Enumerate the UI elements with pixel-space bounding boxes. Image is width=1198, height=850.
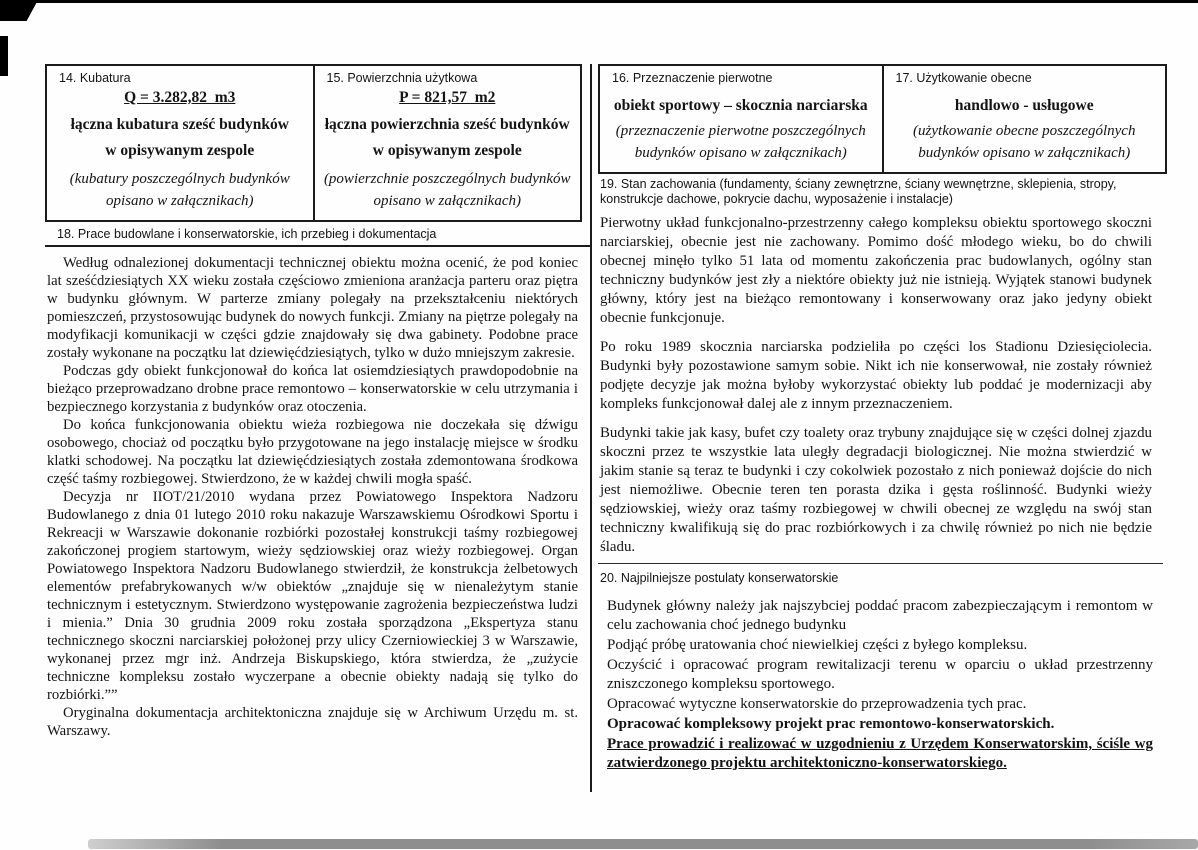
field-17-value: handlowo - usługowe [954,97,1094,114]
field-17-uzytkowanie-obecne [882,66,1166,172]
field-15-note-line: (powierzchnie poszczególnych budynków [323,171,571,187]
postulate-item: Opracować kompleksowy projekt prac remontowo-konserwatorskich. [607,716,1055,732]
paragraph: Po roku 1989 skocznia narciarska podzieliła po części los Stadionu Dziesięciolecia. Budynki były pozostawione samym sobie. Nikt ich nie konserwował, nie zostały również podjęte decyzje jak można byłoby wykorzystać obiekty lub poddać je modernizacji aby kompleks funkcjonował dalej ale z innym przeznaczeniem. [600,339,1152,412]
field-16-note-line: (przeznaczenie pierwotne poszczególnych [615,123,866,139]
postulate-item: Podjąć próbę uratowania choć niewielkiej części z byłego kompleksu. [607,637,1028,653]
field-15-note-line: opisano w załącznikach) [373,193,521,209]
paragraph: Oryginalna dokumentacja architektoniczna znajduje się w Archiwum Urzędu m. st. Warszawy. [47,705,578,739]
section-19-heading: 19. Stan zachowania (fundamenty, ściany zewnętrzne, ściany wewnętrzne, sklepienia, stropy, konstrukcje dachowe, pokrycie dachu, wyposażenie i instalacje) [600,177,1117,206]
field-15-bold-line: łączna powierzchnia sześć budynków [324,116,570,133]
postulate-item: Budynek główny należy jak najszybciej poddać pracom zabezpieczającym i remontom w celu zachowania choć jednego budynku [607,598,1153,633]
field-14-label: 14. Kubatura [59,71,131,85]
field-14-value: Q = 3.282,82 m3 [124,89,236,106]
field-14-kubatura [47,66,313,220]
section-20-top-rule [598,563,1163,564]
scan-artifact-bottom-shadow [88,839,1198,849]
postulate-item: Oczyścić i opracować program rewitalizacji terenu w oparciu o układ przestrzenny zniszczonego kompleksu sportowego. [607,657,1153,692]
paragraph: Budynki takie jak kasy, bufet czy toalety oraz trybuny znajdujące się w części dolnej zjazdu skoczni przez te wszystkie lata uległy degradacji biologicznej. Nie można stwierdzić w jakim stanie są teraz te budynki i czy cokolwiek pozostało z nich ponieważ dojście do nich jest niemożliwe. Obecnie teren ten porasta dzika i gęsta roślinność. Budynki wieży sędziowskiej, wieży oraz taśmy rozbiegowej w chwili obecnej ze względu na swój stan techniczny kwalifikują się do prac rozbiórkowych i za chwilę również po nich nie będzie śladu. [600,425,1152,555]
paragraph: Podczas gdy obiekt funkcjonował do końca lat osiemdziesiątych prawdopodobnie na bieżąco przeprowadzano drobne prace remontowo – konserwatorskie w celu utrzymania i bezpiecznego korzystania z budynków oraz otoczenia. [47,363,578,415]
fields-16-17-box [598,64,1167,174]
section-20-heading: 20. Najpilniejsze postulaty konserwatorskie [600,571,839,585]
section-20-body [607,597,1153,774]
fields-14-15-box [45,64,582,222]
paragraph: Według odnalezionej dokumentacji technicznej obiektu można ocenić, że pod koniec lat sześćdziesiątych XX wieku została częściowo zmieniona aranżacja parteru oraz piętra w budynku głównym. W parterze zmiany polegały na przekształceniu niektórych pomieszczeń, przystosowując budynek do nowych funkcji. Zmiany na piętrze polegały na modyfikacji komunikacji w części gdzie znajdowały się dwa gabinety. Podobne prace zostały wykonane na początku lat dziewięćdziesiątych, tylko w dużo mniejszym zakresie. [47,255,578,361]
field-17-note-line: budynków opisano w załącznikach) [918,145,1131,161]
paragraph: Pierwotny układ funkcjonalno-przestrzenny całego kompleksu obiektu sportowego skoczni narciarskiej, obecnie jest nie zachowany. Pomimo dość młodego wieku, bo do chwili obecnej minęło tylko 51 lata od momentu zakończenia prac budowlanych, ogólny stan techniczny budynków jest zły a niektóre obiekty już nie istnieją. Wyjątek stanowi budynek główny, który jest na bieżąco remontowany i konserwowany oraz jako jedyny obiekt obecnie funkcjonuje. [600,215,1152,326]
scan-artifact-left-edge-mark [0,36,8,76]
field-17-note-line: (użytkowanie obecne poszczególnych [913,123,1136,139]
scan-artifact-top-edge [0,0,1198,3]
field-17-label: 17. Użytkowanie obecne [895,71,1032,85]
scan-artifact-top-left-corner [0,0,38,21]
paragraph: Decyzja nr IIOT/21/2010 wydana przez Powiatowego Inspektora Nadzoru Budowlanego z dnia 01 lutego 2010 roku nakazuje Warszawskiemu Ośrodkowi Sportu i Rekreacji w Warszawie dokonanie rozbiórki pozostałej konstrukcji taśmy rozbiegowej zakończonej progiem startowym, wieży sędziowskiej oraz wieży rozbiegowej. Organ Powiatowego Inspektora Nadzoru Budowlanego stwierdził, że konstrukcja żelbetowych elementów prefabrykowanych w/w obiektów „znajduje się w nienależytym stanie technicznym i estetycznym. Stwierdzono występowanie zagrożenia bezpieczeństwa ludzi i mienia.” Dnia 30 grudnia 2009 roku została sporządzona „Ekspertyza stanu technicznego skoczni narciarskiej położonej przy ulicy Czerniowieckiej 3 w Warszawie, wykonanej przez mgr inż. Andrzeja Biskupskiego, która stwierdza, że „zużycie techniczne kompleksu zostało wyczerpane a obecnie obiekty nadają się tylko do rozbiórki.”” [47,489,578,703]
field-16-value: obiekt sportowy – skocznia narciarska [613,97,868,114]
postulate-item: Prace prowadzić i realizować w uzgodnieniu z Urzędem Konserwatorskim, ściśle wg zatwierdzonego projektu architektoniczno-konserwatorskiego. [607,736,1153,771]
postulate-item: Opracować wytyczne konserwatorskie do przeprowadzenia tych prac. [607,696,1027,712]
center-column-divider [590,64,592,792]
section-18-heading-rule [45,245,590,247]
section-18-heading: 18. Prace budowlane i konserwatorskie, ich przebieg i dokumentacja [57,227,437,241]
field-15-powierzchnia [313,66,581,220]
section-19-body [600,214,1152,567]
paragraph: Do końca funkcjonowania obiektu wieża rozbiegowa nie doczekała się dźwigu osobowego, chociaż od początku było przygotowane na jego instalację miejsce w środku klatki schodowej. Na początku lat dziewięćdziesiątych została zdemontowana środkowa część taśmy rozbiegowej. Stwierdzono, że w każdej chwili mogła spaść. [47,417,578,487]
field-14-note-line: (kubatury poszczególnych budynków [69,171,290,187]
field-14-bold-line: łączna kubatura sześć budynków [70,116,289,133]
field-16-przeznaczenie-pierwotne [600,66,882,172]
field-15-value: P = 821,57 m2 [399,89,496,106]
field-15-bold-line: w opisywanym zespole [372,142,522,159]
field-16-label: 16. Przeznaczenie pierwotne [612,71,773,85]
section-18-body [47,254,578,740]
field-15-label: 15. Powierzchnia użytkowa [326,71,478,85]
field-14-note-line: opisano w załącznikach) [106,193,254,209]
field-14-bold-line: w opisywanym zespole [105,142,255,159]
field-16-note-line: budynków opisano w załącznikach) [634,145,847,161]
